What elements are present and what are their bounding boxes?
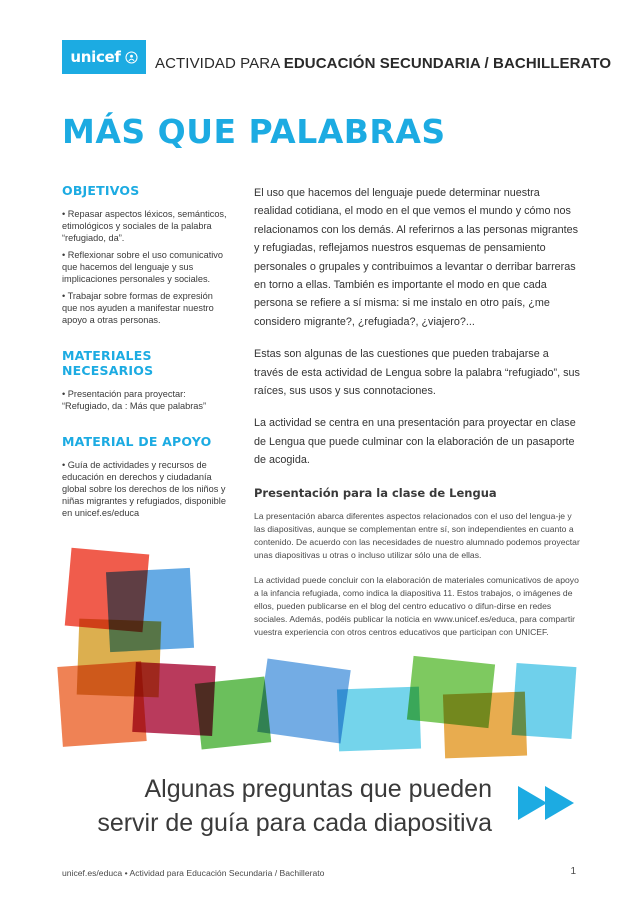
objetivos-section [62, 183, 230, 326]
apoyo-section [62, 434, 230, 519]
logo-text: unicef [70, 48, 121, 66]
presentation-heading: Presentación para la clase de Lengua [254, 485, 497, 500]
activity-prefix: ACTIVIDAD PARA [155, 55, 284, 72]
color-square [77, 619, 162, 698]
activity-header [155, 55, 611, 72]
color-square [106, 568, 194, 652]
unicef-logo [62, 40, 146, 74]
color-square [195, 677, 272, 750]
materiales-heading: MATERIALES NECESARIOS [62, 348, 154, 378]
presentation-details [254, 510, 580, 640]
color-square [443, 692, 527, 759]
right-column [254, 184, 580, 651]
objetivos-list [62, 208, 230, 326]
intro-paragraph: Estas son algunas de las cuestiones que pueden trabajarse a través de esta actividad de Lengua sobre la palabra “refugiado”, sus raíces, sus usos y sus connotaciones. [254, 348, 580, 398]
objetivo-item: • Reflexionar sobre el uso comunicativo que hacemos del lenguaje y sus implicaciones personales y sociales. [62, 250, 224, 284]
questions-line: servir de guía para cada diapositiva [97, 809, 492, 837]
color-square [512, 663, 577, 739]
guide-questions-title [97, 772, 492, 840]
materiales-list [62, 388, 230, 412]
fast-forward-icon [518, 786, 576, 820]
color-square [132, 662, 216, 736]
objetivo-item: • Trabajar sobre formas de expresión que nos ayuden a manifestar nuestro apoyo a otras personas. [62, 291, 214, 325]
left-column [62, 183, 230, 541]
materiales-section [62, 348, 230, 412]
objetivos-heading: OBJETIVOS [62, 183, 140, 198]
intro-text [254, 184, 580, 470]
intro-paragraph: La actividad se centra en una presentación para proyectar en clase de Lengua que puede culminar con la elaboración de un pasaporte de acogida. [254, 417, 576, 467]
page-title: MÁS QUE PALABRAS [62, 112, 446, 151]
objetivo-item: • Repasar aspectos léxicos, semánticos, etimológicos y sociales de la palabra “refugiado, da”. [62, 209, 227, 243]
footer-text: unicef.es/educa • Actividad para Educación Secundaria / Bachillerato [62, 868, 325, 878]
apoyo-list [62, 459, 230, 519]
activity-level: EDUCACIÓN SECUNDARIA / BACHILLERATO [283, 55, 612, 72]
apoyo-item: • Guía de actividades y recursos de educación en derechos y ciudadanía global sobre los derechos de los niños y niñas migrantes y refugiados, disponible en unicef.es/educa [62, 460, 226, 518]
apoyo-heading: MATERIAL DE APOYO [62, 434, 212, 449]
color-square [337, 687, 421, 752]
detail-paragraph: La presentación abarca diferentes aspectos relacionados con el uso del lengua-je y las diapositivas, aunque se complementan entre sí, son independientes en cuanto a contenido. De acuerdo con las necesidades de nuestro alumnado podemos proyectar unas diapositivas u otras o incluso utilizar sólo una de ellas. [254, 510, 580, 561]
questions-line: Algunas preguntas que pueden [144, 775, 492, 803]
color-square [257, 659, 350, 744]
color-square [407, 656, 495, 728]
color-square [65, 548, 150, 633]
color-square [57, 661, 146, 747]
page-number: 1 [570, 866, 576, 877]
intro-paragraph: El uso que hacemos del lenguaje puede determinar nuestra realidad cotidiana, el modo en el que vemos el mundo y cómo nos relacionamos con los demás. Al referirnos a las personas migrantes y refugiadas, reflejamos nuestros esquemas de pensamiento personales o grupales y contribuimos a levantar o derribar barreras en torno a ellas. También es importante el modo en que cada persona se refiere a sí misma: si me instalo en otro país, ¿me considero migrante?, ¿refugiada?, ¿viajero?... [254, 187, 579, 328]
globe-icon [125, 51, 138, 64]
detail-paragraph: La actividad puede concluir con la elaboración de materiales comunicativos de apoyo a la infancia refugiada, como indica la diapositiva 11. Estos trabajos, o imágenes de ellos, pueden publicarse en el blog del centro educativo o difun-dirse en redes sociales. Además, podéis publicar la noticia en www.unicef.es/educa, para compartir vuestra experiencia con otros centros educativos que participan con UNICEF. [254, 574, 579, 638]
material-item: • Presentación para proyectar: “Refugiado, da : Más que palabras” [62, 389, 207, 411]
